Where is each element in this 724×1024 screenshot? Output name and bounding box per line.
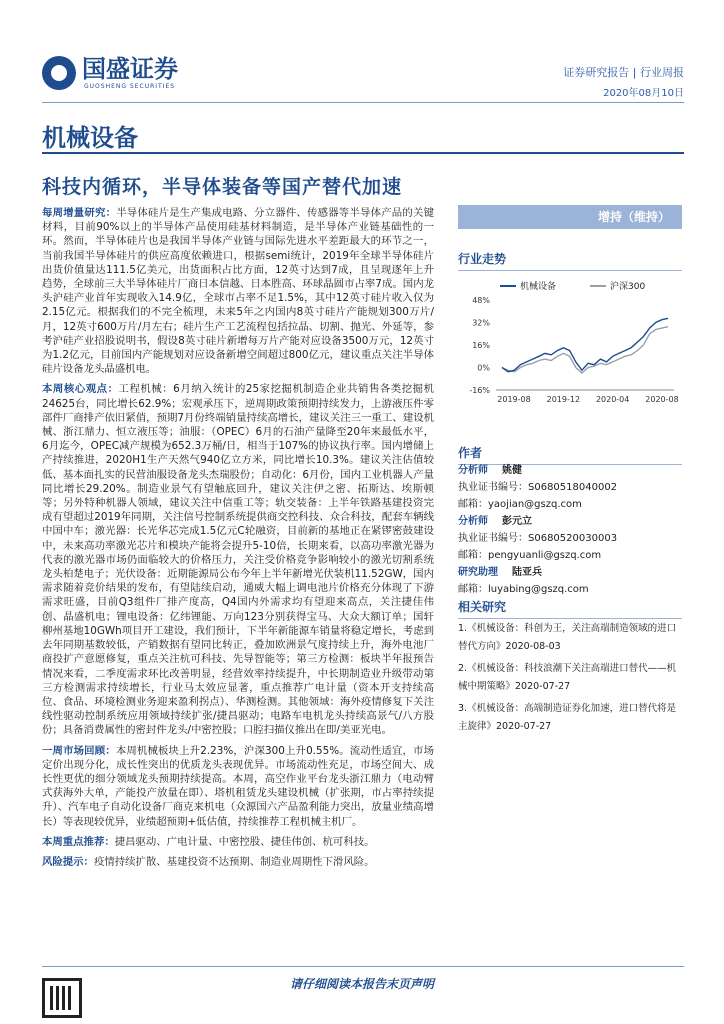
author-3: 研究助理 陆亚兵: [458, 567, 542, 578]
authors-heading: 作者: [458, 444, 682, 465]
x-tick-label: 2020-08: [645, 395, 679, 404]
chart-title: 行业走势: [458, 250, 682, 271]
y-tick-label: 32%: [472, 318, 490, 328]
x-tick-label: 2020-04: [595, 395, 630, 404]
x-tick-label: 2019-08: [497, 395, 531, 404]
y-tick-label: 0%: [477, 363, 490, 373]
brand-logo: [42, 56, 178, 90]
related-list: [458, 620, 682, 736]
sector-divider: [42, 152, 684, 154]
brand-name: 国盛证券: [82, 54, 178, 83]
author-2-email: 邮箱：pengyuanli@gszq.com: [458, 550, 602, 561]
header-divider: [42, 102, 684, 103]
author-2: 分析师 彭元立: [458, 516, 532, 527]
x-tick-label: 2019-12: [546, 395, 581, 404]
logo-icon: [42, 56, 76, 90]
author-1: 分析师 姚健: [458, 465, 522, 476]
y-tick-label: 48%: [472, 296, 490, 305]
author-2-cert: 执业证书编号：S0680520030003: [458, 533, 618, 544]
related-heading: 相关研究: [458, 598, 682, 619]
section-weekly-research: 每周增量研究：半导体硅片是生产集成电路、分立器件、传感器等半导体产品的关键材料，目前90%以上的半导体产品使用硅基材料制造，是半导体产业链基础性的一环。然而，半导体硅片也是我国半导体产业链与国际先进水平差距最大的环节之一，当前我国半导体硅片的供应高度依赖进口，根据semi统计，2019年全球半导体硅片出货价值量达111.5亿美元，出货面积占比方面，12英寸达到7成，且呈现逐年上升趋势，全球前三大半导体硅片厂商日本信越、日本胜高、环球晶圆市占率7成。国内龙头沪硅产业首年实现收入14.9亿，全球市占率不足1.5%，其中12英寸硅片收入仅为2.15亿元。根据我们的不完全梳理，未来5年之内国内8英寸硅片产能规划300万片/月，12英寸600万片/月左右；硅片生产工艺流程包括拉晶、切割、抛光、外延等，参考沪硅产业招股说明书，假设8英寸硅片新增每万片产能对应设备3500万元，12英寸为1.2亿元，目前国内产能规划对应设备新增空间超过800亿元，建议重点关注半导体硅片设备龙头晶盛机电。: [42, 207, 434, 376]
section-recommendations: 本周重点推荐：捷昌驱动、广电计量、中密控股、捷佳伟创、杭可科技。: [42, 835, 375, 848]
report-title: 科技内循环，半导体装备等国产替代加速: [42, 176, 403, 198]
section-core-views: 本周核心观点：工程机械：6月纳入统计的25家挖掘机制造企业共销售各类挖掘机24625台，同比增长62.9%；宏观承压下，逆周期政策预期持续发力，上游液压件零部件厂商排产依旧紧俏，预期7月份终端销量持续高增长，建议关注三一重工、建设机械、浙江鼎力、恒立液压等；油服：（OPEC）6月的石油产量降至20年来最低水平，6月迄今，OPEC减产规模为652.3万桶/日，相当于107%的协议执行率。国内增储上产持续推进，2020H1生产天然气940亿立方米，同比增长10.3%。建议关注估值较低、基本面扎实的民营油服设备龙头杰瑞股份；自动化：6月份，国内工业机器人产量同比增长29.20%。制造业景气有望触底回升，建议关注伊之密、拓斯达、埃斯顿等；另外特种机器人领域，建议关注中信重工等；轨交装备：上半年铁路基建投资完成有望超过2019年同期，关注信号控制系统提供商交控科技、众合科技，配套车辆线中国中车；激光器：长光华芯完成1.5亿元C轮融资，目前新的基地正在紧锣密鼓建设中，未来高功率激光芯片和模块产能将会提升5-10倍，长期来看，以高功率激光器为代表的激光器市场仍面临较大的价格压力，关注受价格竞争影响较小的激光切割系统龙头柏楚电子；光伏设备：近期能源局公布今年上半年新增光伏装机11.52GW，国内需求随着竞价结果的发布，有望陆续启动，通威大幅上调电池片价格充分体现了下游需求旺盛，目前Q3组件厂排产度高，Q4国内外需求均有望迎来高点，关注捷佳伟创、晶盛机电；锂电设备：亿纬锂能、万向123分别获得宝马、大众大额订单；国轩柳州基地10GWh项目开工建设，我们预计，下半年新能源车销量将稳定增长，考虑到去年同期基数较低，产销数据有望同比转正，叠加欧洲景气度持续上升，海外电池厂商投扩产意愿修复，重点关注杭可科技、先导智能等；第三方检测：板块半年报预告情况来看，二季度需求环比改善明显，经营效率持续提升，中长期制造业升级带动第三方检测需求持续增长，行业马太效应显著，重点推荐广电计量（资本开支持续高位、食品、环境检测业务迎来盈利拐点）、华测检测。其他领域：海外疫情修复下关注线性驱动控制系统应用领域持续扩张/捷昌驱动；电路车电机龙头持续高景气/八方股份；具备消费属性的密封件龙头/中密控股；口腔扫描仪推出在即/美亚光电。: [42, 383, 434, 737]
brand-name-en: GUOSHENG SECURITIES: [84, 82, 176, 90]
section-market-review: 一周市场回顾：本周机械板块上升2.23%，沪深300上升0.55%。流动性适宜，市场定价出现分化，成长性突出的优质龙头表现优异。市场流动性充足，市场空间大、成长性更优的细分领域龙头预期持续提高。本周，高空作业平台龙头浙江鼎力（电动臂式获海外大单，产能投产放量在即）、塔机租赁龙头建设机械（扩张期，市占率持续提升）、汽车电子自动化设备厂商克来机电（众源国六产品盈利能力突出，放量业绩高增长）等表现较优异，业绩超预期+低估值，持续推荐工程机械主机厂。: [42, 744, 434, 828]
y-tick-label: -16%: [469, 386, 490, 395]
y-tick-label: 16%: [472, 341, 490, 350]
legend-label-hs300: 沪深300: [610, 282, 646, 292]
sector-title: 机械设备: [42, 124, 138, 152]
legend-label-machinery: 机械设备: [520, 282, 557, 292]
author-1-cert: 执业证书编号：S0680518040002: [458, 482, 618, 493]
footer-divider: [42, 966, 684, 967]
legend: [500, 280, 645, 292]
rating-badge: 增持（维持）: [458, 205, 682, 229]
authors-list: [458, 462, 682, 598]
related-item[interactable]: 1.《机械设备：科创为王，关注高端制造领域的进口替代方向》2020-08-03: [458, 623, 677, 652]
related-item[interactable]: 2.《机械设备：科技浪潮下关注高端进口替代——机械中期策略》2020-07-27: [458, 663, 677, 692]
report-date: 2020年08月10日: [603, 88, 684, 99]
related-item[interactable]: 3.《机械设备：高端制造证券化加速，进口替代将是主旋律》2020-07-27: [458, 703, 677, 732]
trend-chart: [458, 268, 682, 416]
footer-disclaimer: 请仔细阅读本报告末页声明: [289, 977, 434, 991]
report-body: [42, 206, 434, 875]
author-1-email: 邮箱：yaojian@gszq.com: [458, 499, 582, 510]
section-risks: 风险提示：疫情持续扩散、基建投资不达预期、制造业周期性下滑风险。: [42, 855, 375, 868]
report-type: 证券研究报告 | 行业周报: [563, 66, 684, 79]
author-3-email: 邮箱：luyabing@gszq.com: [458, 584, 589, 595]
